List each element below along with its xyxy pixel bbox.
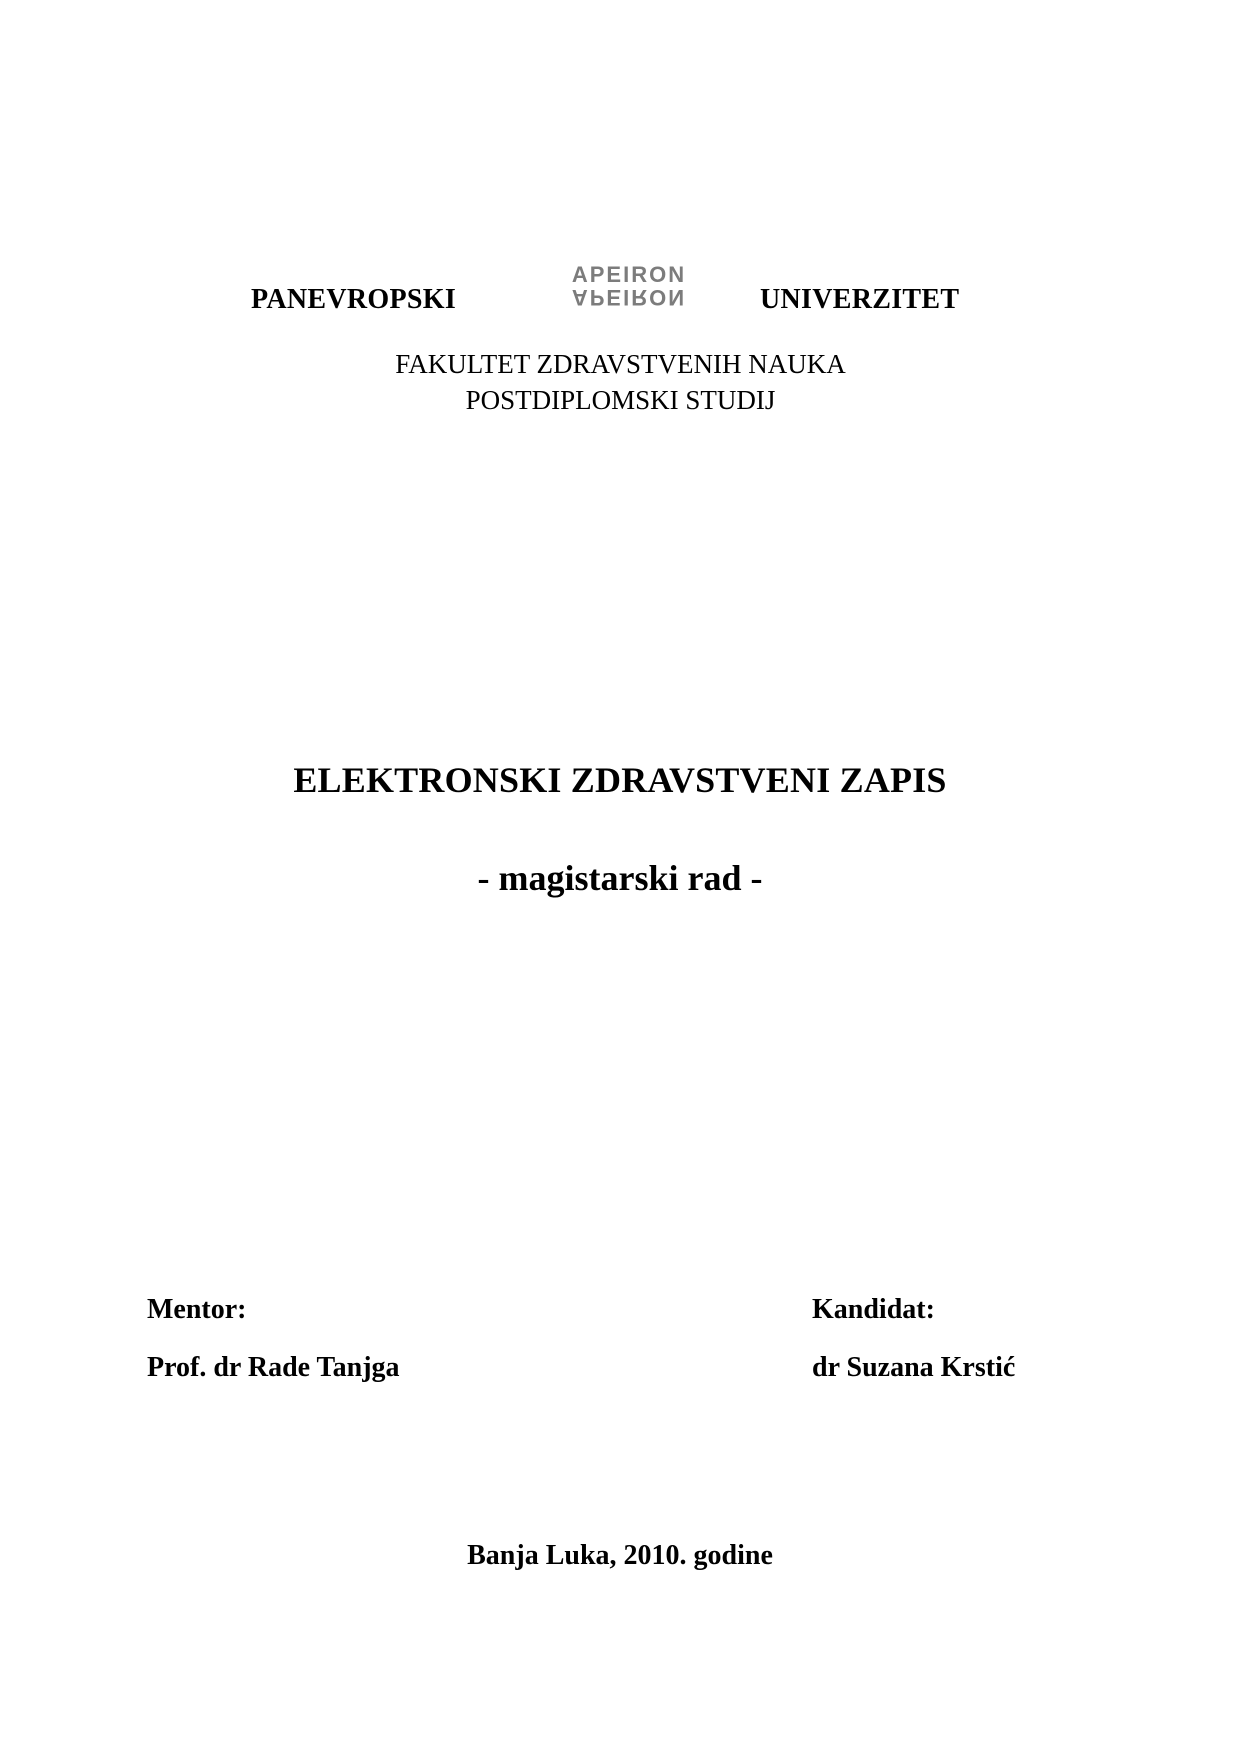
candidate-label: Kandidat: <box>812 1294 935 1325</box>
faculty-name: FAKULTET ZDRAVSTVENIH NAUKA <box>395 349 846 379</box>
logo-text-mirrored: APEIRON <box>571 285 687 310</box>
thesis-title: ELEKTRONSKI ZDRAVSTVENI ZAPIS <box>293 760 947 800</box>
university-name-left: PANEVROPSKI <box>251 284 457 315</box>
university-header <box>0 262 1240 322</box>
logo-text-top: APEIRON <box>571 262 687 287</box>
candidate-name: dr Suzana Krstić <box>812 1352 1016 1383</box>
university-name-right: UNIVERZITET <box>760 284 960 315</box>
thesis-type: - magistarski rad - <box>477 858 763 898</box>
apeiron-logo <box>516 262 742 310</box>
mentor-label: Mentor: <box>147 1294 247 1325</box>
place-and-date: Banja Luka, 2010. godine <box>467 1540 773 1571</box>
mentor-name: Prof. dr Rade Tanjga <box>147 1352 400 1383</box>
faculty-block <box>0 346 1240 418</box>
study-program: POSTDIPLOMSKI STUDIJ <box>465 385 776 415</box>
